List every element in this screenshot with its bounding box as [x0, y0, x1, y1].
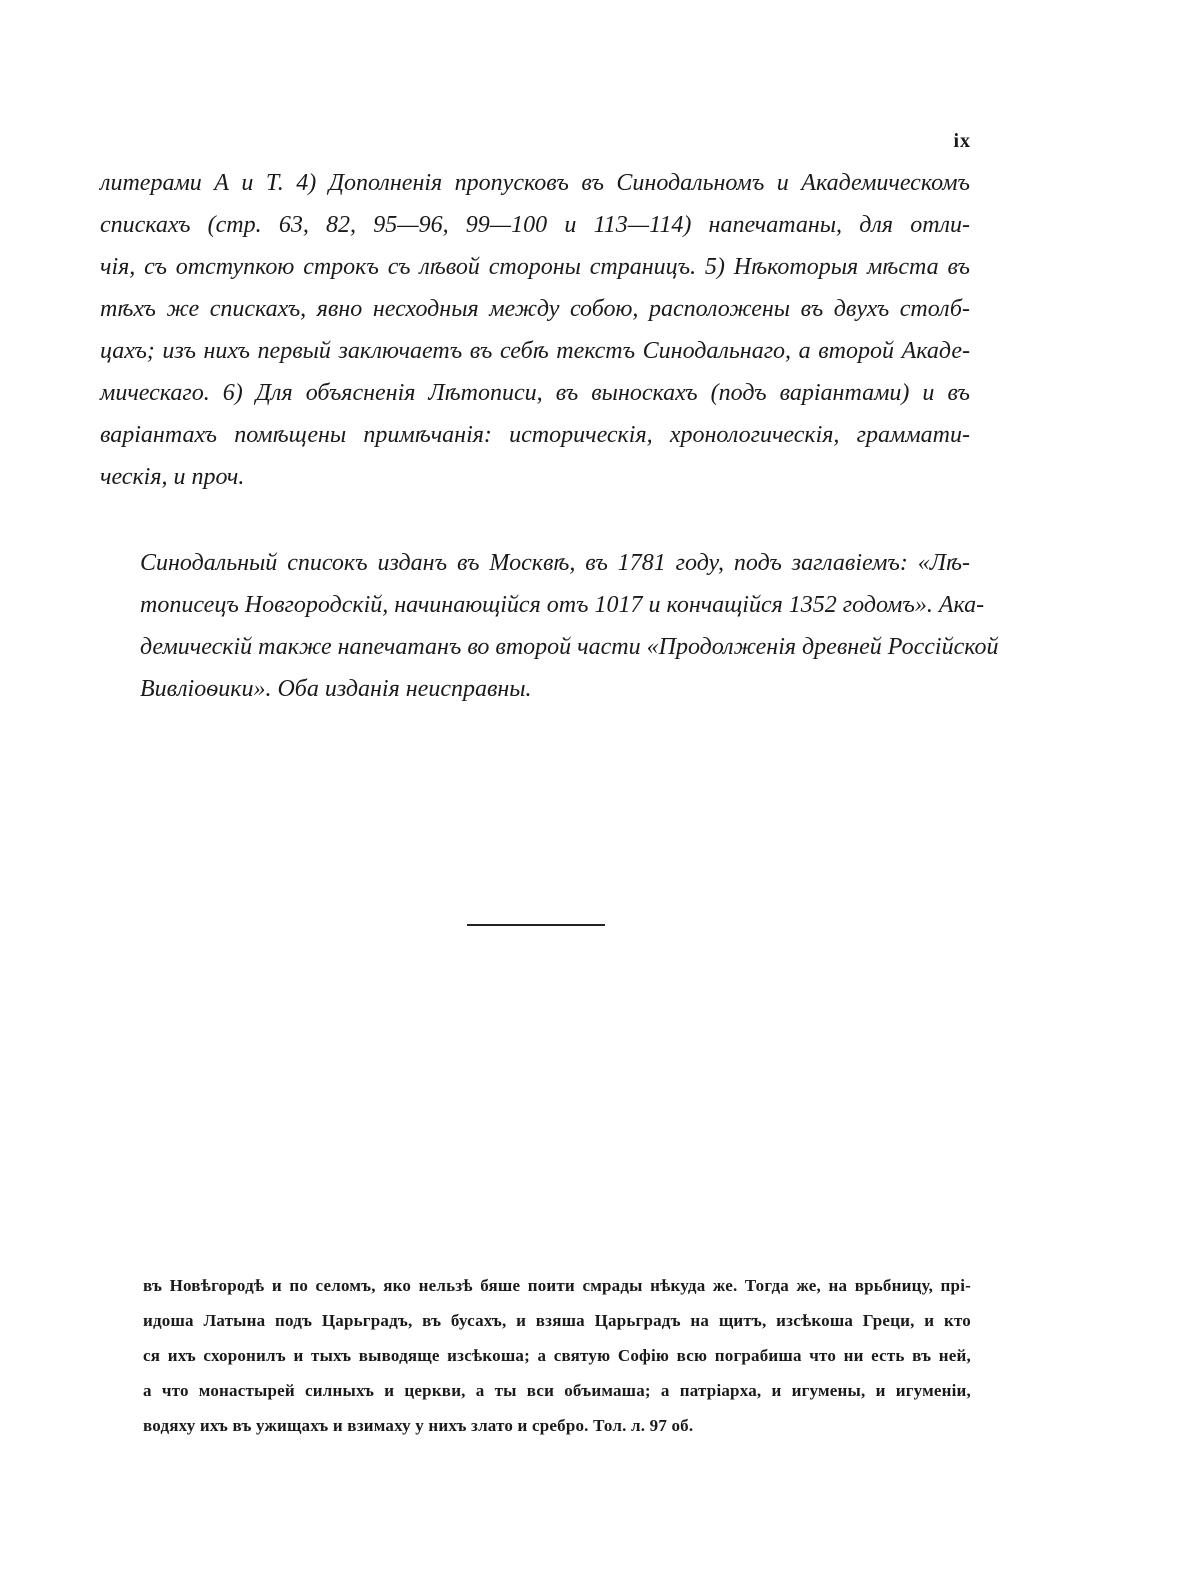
footnote-line: ся ихъ схоронилъ и тыхъ выводяще изсѣкоша; а святую Софію всю пограбиша что ни есть въ ней, [143, 1346, 971, 1365]
text-line: Синодальный списокъ изданъ въ Москвѣ, въ 1781 году, подъ заглавіемъ: «Лѣ- [140, 550, 970, 576]
text-line: ческія, и проч. [100, 464, 245, 490]
section-divider [467, 924, 605, 926]
footnote-line: водяху ихъ въ ужищахъ и взимаху у нихъ злато и сребро. Тол. л. 97 об. [143, 1416, 694, 1435]
text-line: цахъ; изъ нихъ первый заключаетъ въ себѣ текстъ Синодальнаго, а второй Акаде- [100, 338, 970, 364]
footnote-line: а что монастырей силныхъ и церкви, а ты вси объимаша; а патріарха, и игумены, и игуменіи, [143, 1381, 971, 1400]
text-line: спискахъ (стр. 63, 82, 95—96, 99—100 и 113—114) напечатаны, для отли- [100, 212, 970, 238]
text-line: мическаго. 6) Для объясненія Лѣтописи, въ выноскахъ (подъ варіантами) и въ [100, 380, 970, 406]
text-line: варіантахъ помѣщены примѣчанія: историческія, хронологическія, граммати- [100, 422, 970, 448]
text-line: тѣхъ же спискахъ, явно несходныя между собою, расположены въ двухъ столб- [100, 296, 970, 322]
footnote-quotation [143, 1268, 971, 1443]
footnote-line: идоша Латына подъ Царьградъ, въ бусахъ, и взяша Царьградъ на щитъ, изсѣкоша Греци, и кто [143, 1311, 971, 1330]
text-line: Вивліоѳики». Оба изданія неисправны. [140, 676, 532, 702]
paragraph-editions [100, 542, 999, 710]
footnote-line: въ Новѣгородѣ и по селомъ, яко нельзѣ бяше поити смрады нѣкуда же. Тогда же, на врьбницу, прі- [143, 1276, 971, 1295]
text-line: демическій также напечатанъ во второй части «Продолженія древней Россійской [140, 634, 999, 660]
paragraph-editorial-notes [100, 162, 970, 498]
text-line: литерами А и Т. 4) Дополненія пропусковъ въ Синодальномъ и Академическомъ [100, 170, 970, 196]
text-line: чія, съ отступкою строкъ съ лѣвой стороны страницъ. 5) Нѣкоторыя мѣста въ [100, 254, 970, 280]
page-number: ix [953, 130, 971, 152]
text-line: тописецъ Новгородскій, начинающійся отъ 1017 и кончащійся 1352 годомъ». Ака- [140, 592, 985, 618]
